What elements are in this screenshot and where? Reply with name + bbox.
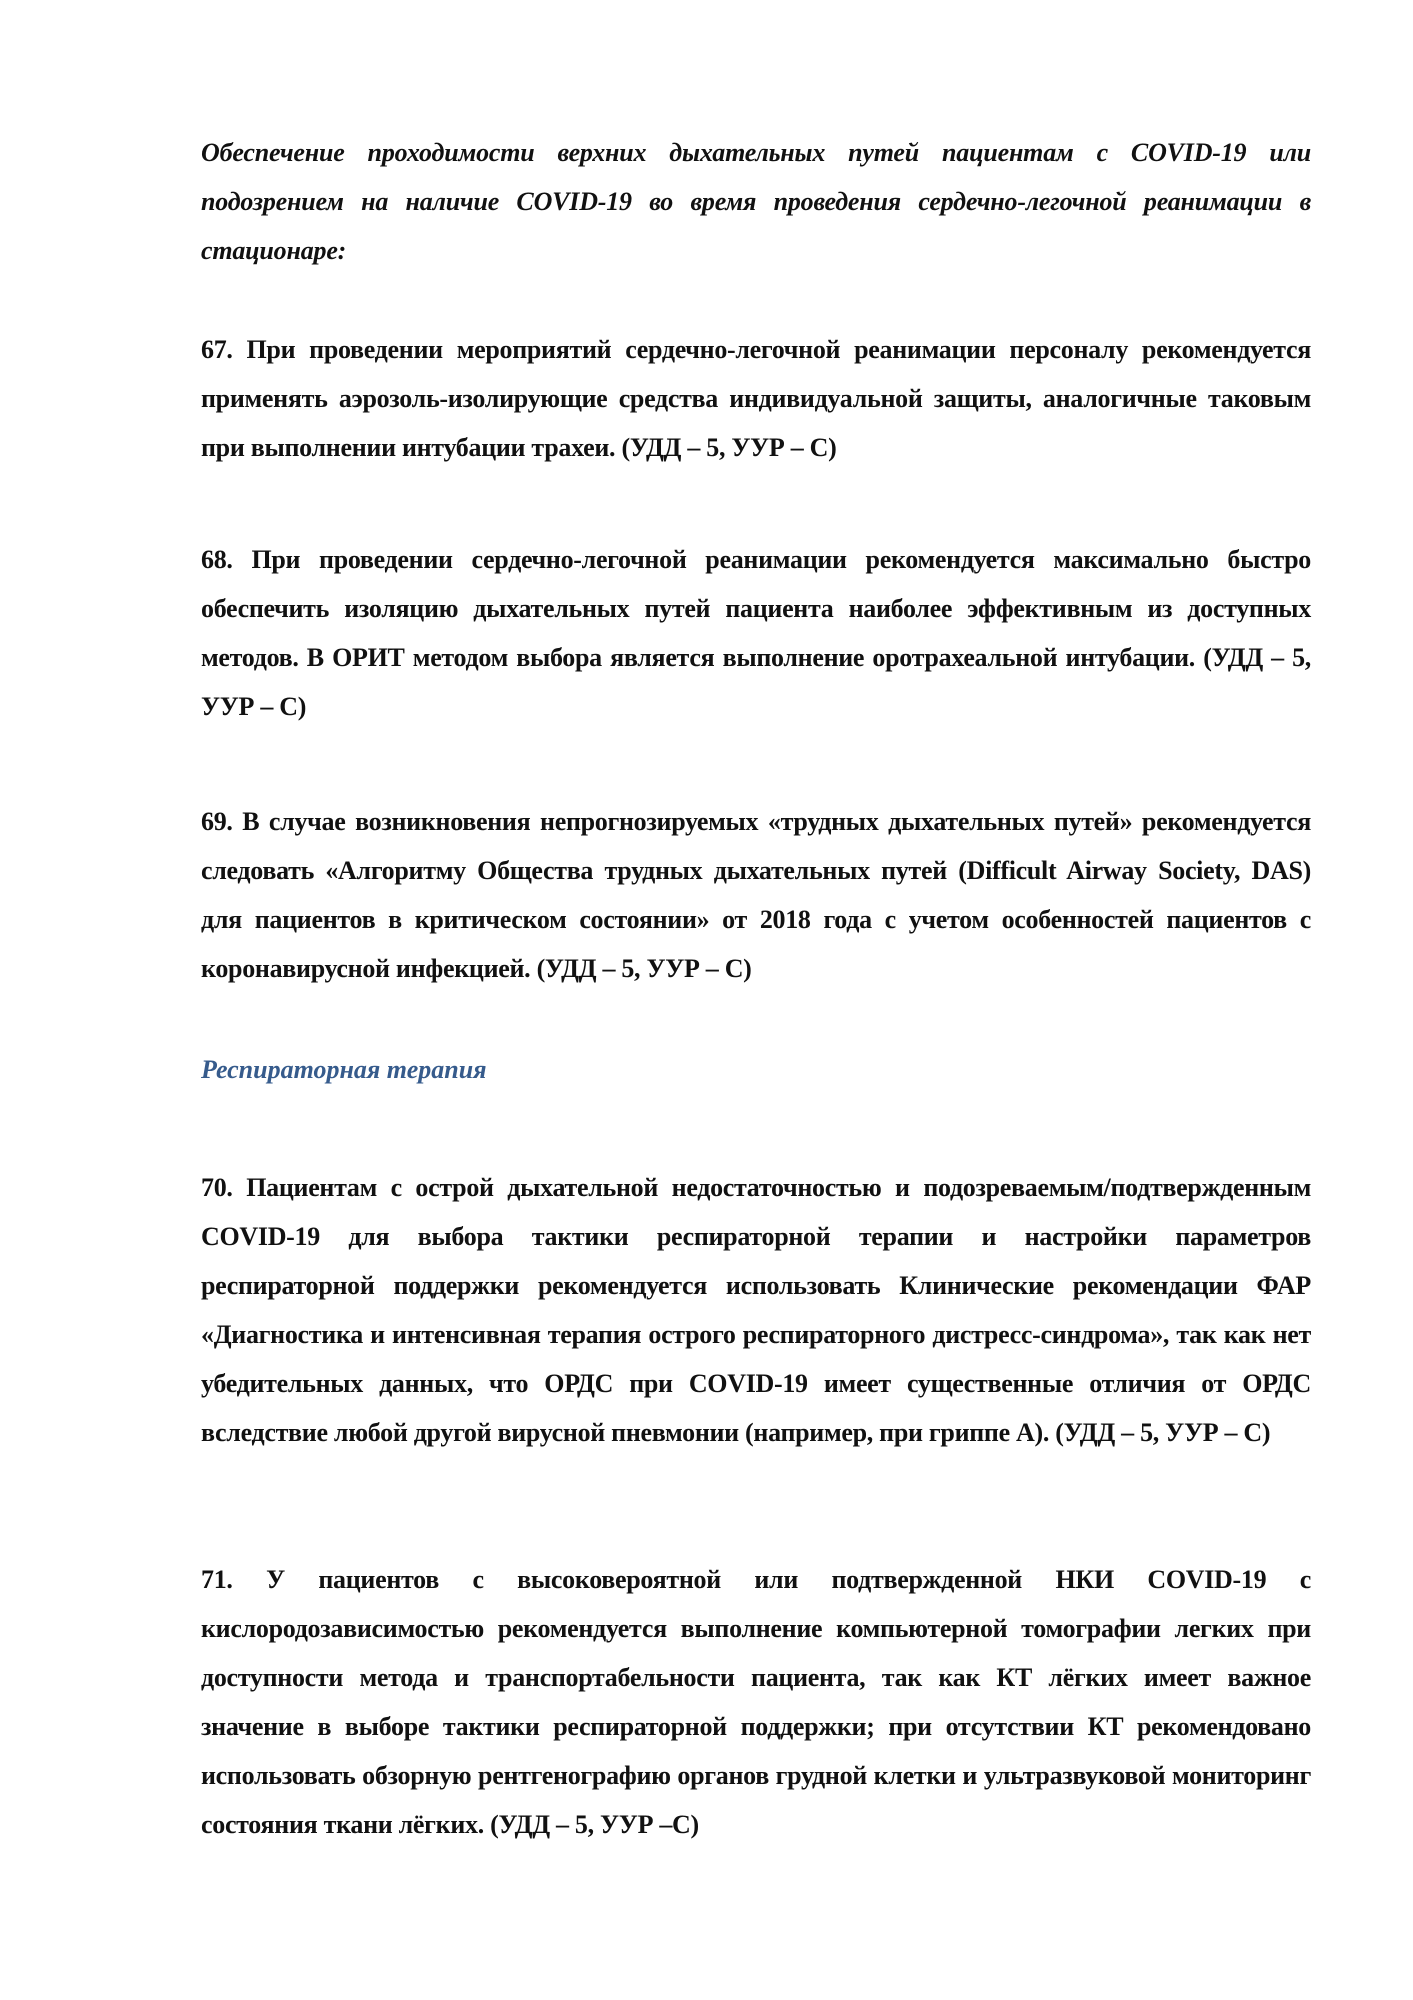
- recommendation-number: 68.: [201, 545, 233, 574]
- recommendation-text: Пациентам с острой дыхательной недостаточностью и подозреваемым/подтвержденным COVID-19 для выбора тактики респираторной терапии и настройки параметров респираторной поддержки рекомендуется использовать Клинические рекомендации ФАР «Диагностика и интенсивная терапия острого респираторного дистресс-синдрома», так как нет убедительных данных, что ОРДС при COVID-19 имеет существенные отличия от ОРДС вследствие любой другой вирусной пневмонии (например, при гриппе А). (УДД – 5, УУР – С): [201, 1173, 1311, 1447]
- intro-heading: Обеспечение проходимости верхних дыхательных путей пациентам с COVID-19 или подозрением на наличие COVID-19 во время проведения сердечно-легочной реанимации в стационаре:: [201, 138, 1311, 265]
- recommendation-71: [201, 1555, 1311, 1849]
- recommendation-number: 70.: [201, 1173, 233, 1202]
- recommendation-67: [201, 325, 1311, 472]
- recommendation-number: 67.: [201, 335, 233, 364]
- recommendation-text: При проведении мероприятий сердечно-легочной реанимации персоналу рекомендуется применять аэрозоль-изолирующие средства индивидуальной защиты, аналогичные таковым при выполнении интубации трахеи. (УДД – 5, УУР – С): [201, 335, 1311, 462]
- recommendation-number: 71.: [201, 1565, 233, 1594]
- recommendation-number: 69.: [201, 807, 233, 836]
- recommendation-text: У пациентов с высоковероятной или подтвержденной НКИ COVID-19 с кислородозависимостью рекомендуется выполнение компьютерной томографии легких при доступности метода и транспортабельности пациента, так как КТ лёгких имеет важное значение в выборе тактики респираторной поддержки; при отсутствии КТ рекомендовано использовать обзорную рентгенографию органов грудной клетки и ультразвуковой мониторинг состояния ткани лёгких. (УДД – 5, УУР –С): [201, 1565, 1312, 1839]
- recommendation-text: При проведении сердечно-легочной реанимации рекомендуется максимально быстро обеспечить изоляцию дыхательных путей пациента наиболее эффективным из доступных методов. В ОРИТ методом выбора является выполнение оротрахеальной интубации. (УДД – 5, УУР – С): [201, 545, 1311, 721]
- section-heading-respiratory-therapy: Респираторная терапия: [201, 1055, 487, 1084]
- recommendation-text: В случае возникновения непрогнозируемых «трудных дыхательных путей» рекомендуется следовать «Алгоритму Общества трудных дыхательных путей (Difficult Airway Society, DAS) для пациентов в критическом состоянии» от 2018 года с учетом особенностей пациентов с коронавирусной инфекцией. (УДД – 5, УУР – С): [201, 807, 1311, 983]
- recommendation-69: [201, 797, 1311, 993]
- recommendation-68: [201, 535, 1311, 731]
- recommendation-70: [201, 1163, 1311, 1457]
